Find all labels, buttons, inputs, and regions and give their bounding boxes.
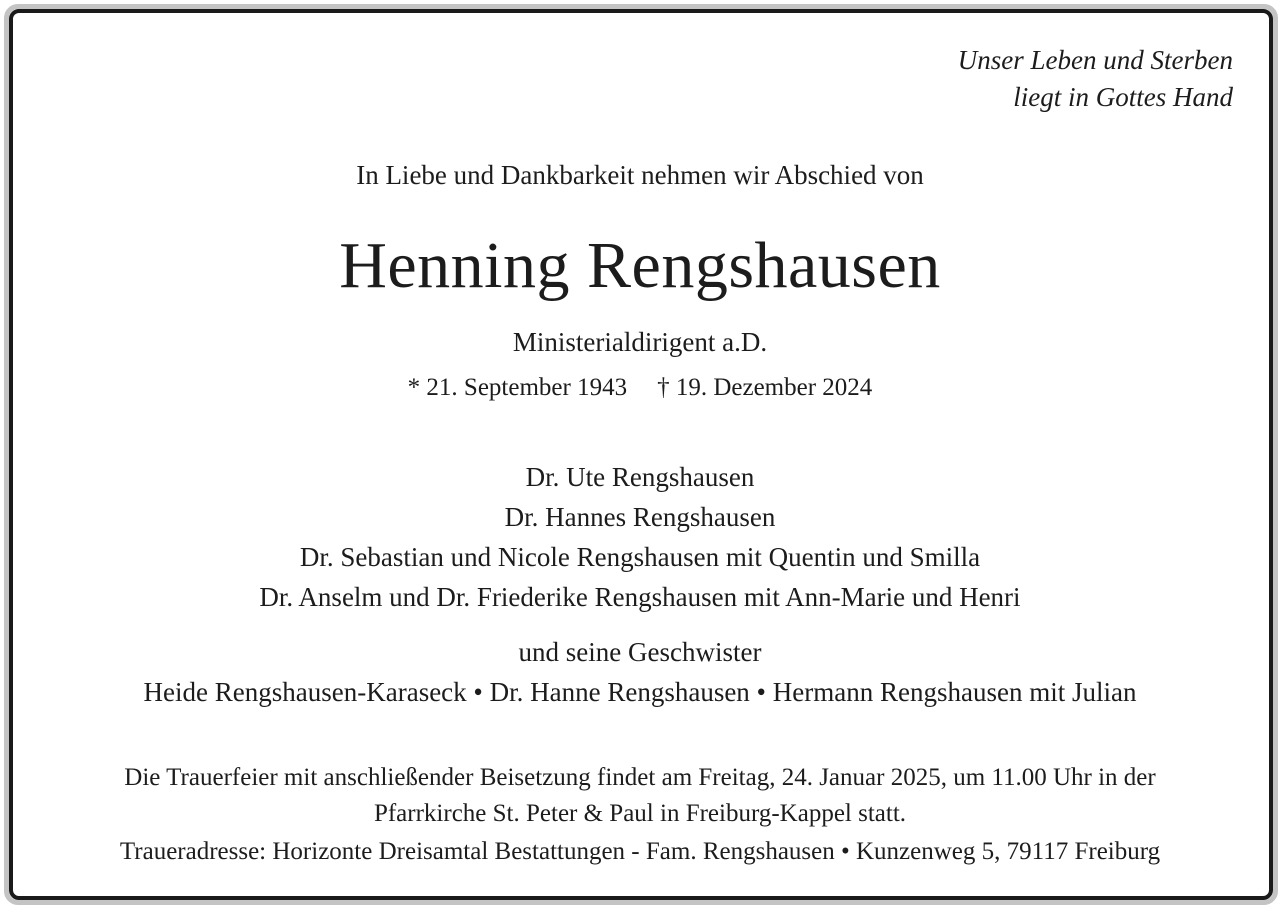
deceased-name: Henning Rengshausen xyxy=(339,229,941,302)
motto xyxy=(958,42,1233,116)
mourning-address: Traueradresse: Horizonte Dreisamtal Bestattungen - Fam. Rengshausen • Kunzenweg 5, 79117 Freiburg xyxy=(119,838,1161,865)
motto-line-2: liegt in Gottes Hand xyxy=(1013,82,1233,112)
service-line: Die Trauerfeier mit anschließender Beisetzung findet am Freitag, 24. Januar 2025, um 11.00 Uhr in der xyxy=(124,764,1156,791)
service-line: Pfarrkirche St. Peter & Paul in Freiburg-Kappel statt. xyxy=(373,800,907,827)
intro-text: In Liebe und Dankbarkeit nehmen wir Abschied von xyxy=(356,160,924,190)
family-member: Dr. Ute Rengshausen xyxy=(525,462,755,492)
life-dates xyxy=(0,374,1280,402)
siblings-list: Heide Rengshausen-Karaseck • Dr. Hanne Rengshausen • Hermann Rengshausen mit Julian xyxy=(143,677,1137,707)
motto-line-1: Unser Leben und Sterben xyxy=(957,45,1233,75)
siblings-intro: und seine Geschwister xyxy=(518,637,762,667)
family-member: Dr. Anselm und Dr. Friederike Rengshausen mit Ann-Marie und Henri xyxy=(259,582,1021,612)
birth-date: * 21. September 1943 xyxy=(407,374,628,401)
family-member: Dr. Hannes Rengshausen xyxy=(504,502,776,532)
family-member: Dr. Sebastian und Nicole Rengshausen mit Quentin und Smilla xyxy=(299,542,981,572)
death-date: † 19. Dezember 2024 xyxy=(657,374,873,401)
deceased-title: Ministerialdirigent a.D. xyxy=(512,327,768,357)
